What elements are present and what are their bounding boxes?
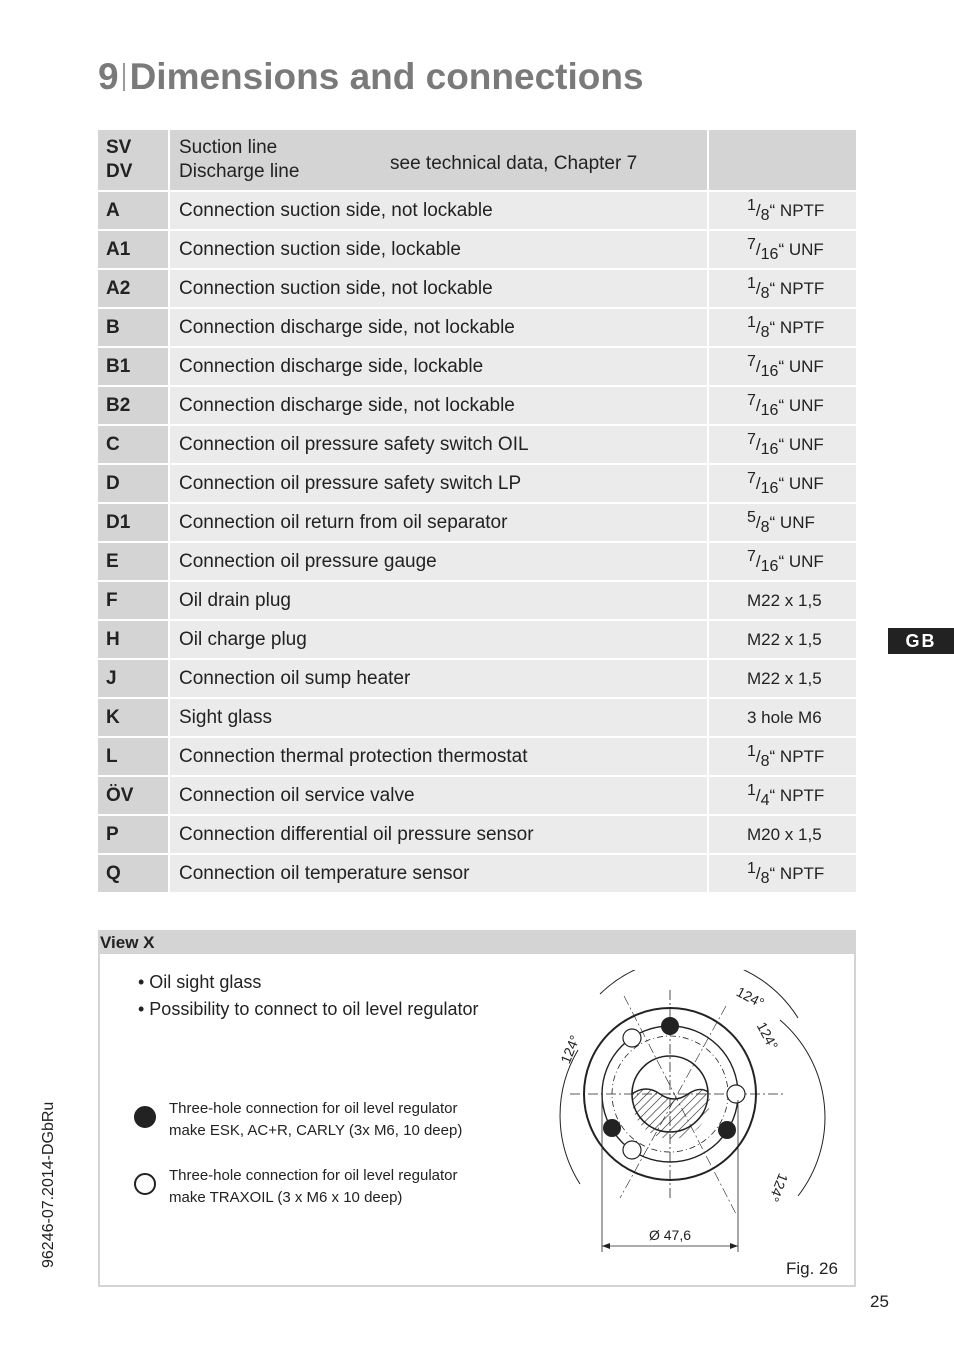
fraction-numerator: 7 (747, 391, 756, 409)
angle-label: 124° (733, 983, 767, 1012)
chapter-title: Dimensions and connections (129, 56, 644, 97)
table-row (98, 776, 856, 815)
table-row (98, 308, 856, 347)
angle-label: 124° (753, 1019, 782, 1053)
fraction-numerator: 7 (747, 430, 756, 448)
fraction-denominator: 16 (760, 245, 779, 263)
fraction-numerator: 7 (747, 469, 756, 487)
connection-description: Connection oil pressure gauge (169, 542, 708, 581)
header-codes (98, 130, 169, 191)
connection-code: L (98, 737, 169, 776)
connection-code: P (98, 815, 169, 854)
thread-unit: “ UNF (778, 356, 824, 376)
connection-code: E (98, 542, 169, 581)
connection-code: F (98, 581, 169, 620)
connection-size: $^1/_4“$ NPTF (708, 776, 856, 815)
connection-size: $^1/_8“$ NPTF (708, 737, 856, 776)
figure-label: Fig. 26 (786, 1259, 838, 1278)
thread-unit: “ UNF (778, 239, 824, 259)
fraction-numerator: 7 (747, 235, 756, 253)
fraction-numerator: 1 (747, 742, 756, 760)
connection-description: Connection discharge side, not lockable (169, 386, 708, 425)
thread-unit: “ UNF (778, 434, 824, 454)
filled-hole (603, 1119, 621, 1137)
connection-size: $^7/_{16}“$ UNF (708, 347, 856, 386)
fraction-denominator: 16 (760, 479, 779, 497)
thread-unit: “ NPTF (769, 278, 825, 298)
connection-code: B2 (98, 386, 169, 425)
connection-description: Connection oil temperature sensor (169, 854, 708, 893)
legend-text (169, 1165, 458, 1209)
thread-unit: “ NPTF (769, 317, 825, 337)
view-x-bullets (138, 969, 478, 1023)
table-row (98, 620, 856, 659)
bullet-item: • Possibility to connect to oil level regulator (138, 999, 479, 1019)
connection-description: Connection discharge side, not lockable (169, 308, 708, 347)
connection-code: B (98, 308, 169, 347)
connection-code: C (98, 425, 169, 464)
fraction-denominator: 8 (760, 752, 770, 770)
thread-unit: “ NPTF (769, 863, 825, 883)
fraction-numerator: 1 (747, 781, 756, 799)
legend-text (169, 1098, 462, 1142)
legend-line: make ESK, AC+R, CARLY (3x M6, 10 deep) (169, 1122, 463, 1139)
fraction-denominator: 16 (760, 557, 779, 575)
table-row (98, 854, 856, 893)
connection-size: $^1/_8“$ NPTF (708, 308, 856, 347)
connection-code: D (98, 464, 169, 503)
connection-size: $^1/_8“$ NPTF (708, 854, 856, 893)
code-dv: DV (106, 161, 133, 182)
thread-unit: “ UNF (769, 512, 815, 532)
header-labels (169, 130, 708, 191)
fraction-denominator: 8 (760, 284, 770, 302)
open-circle-icon (134, 1173, 156, 1195)
fraction-denominator: 16 (760, 362, 779, 380)
legend-line: Three-hole connection for oil level regulator (169, 1167, 458, 1184)
fraction-numerator: 7 (747, 547, 756, 565)
connection-size: $^7/_{16}“$ UNF (708, 464, 856, 503)
connection-description: Connection differential oil pressure sensor (169, 815, 708, 854)
connection-description: Oil drain plug (169, 581, 708, 620)
connection-size: $^5/_8“$ UNF (708, 503, 856, 542)
connection-size: 3 hole M6 (708, 698, 856, 737)
code-sv: SV (106, 137, 132, 158)
connection-description: Oil charge plug (169, 620, 708, 659)
table-row (98, 425, 856, 464)
connection-size: $^7/_{16}“$ UNF (708, 542, 856, 581)
open-hole (727, 1085, 745, 1103)
connection-description: Connection suction side, not lockable (169, 191, 708, 230)
angle-arc (600, 970, 798, 1018)
connection-description: Sight glass (169, 698, 708, 737)
connection-size: $^7/_{16}“$ UNF (708, 425, 856, 464)
connection-size: M22 x 1,5 (708, 620, 856, 659)
table-row (98, 542, 856, 581)
connection-size: M22 x 1,5 (708, 581, 856, 620)
connection-description: Connection suction side, not lockable (169, 269, 708, 308)
page-title (98, 56, 644, 98)
thread-unit: “ NPTF (769, 746, 825, 766)
connection-size: $^7/_{16}“$ UNF (708, 230, 856, 269)
fraction-denominator: 16 (760, 440, 779, 458)
fraction-denominator: 4 (760, 791, 770, 809)
connection-code: H (98, 620, 169, 659)
filled-hole (661, 1017, 679, 1035)
connection-size: M20 x 1,5 (708, 815, 856, 854)
connection-code: ÖV (98, 776, 169, 815)
connection-description: Connection oil sump heater (169, 659, 708, 698)
table-row (98, 737, 856, 776)
label-discharge-line: Discharge line (179, 161, 300, 182)
fraction-numerator: 1 (747, 196, 756, 214)
connection-size: $^1/_8“$ NPTF (708, 191, 856, 230)
fraction-numerator: 1 (747, 313, 756, 331)
table-row (98, 503, 856, 542)
connection-code: K (98, 698, 169, 737)
bullet-item: • Oil sight glass (138, 972, 262, 992)
table-row (98, 386, 856, 425)
fraction-numerator: 1 (747, 274, 756, 292)
legend-line: make TRAXOIL (3 x M6 x 10 deep) (169, 1189, 403, 1206)
chapter-number: 9 (98, 56, 119, 97)
fraction-denominator: 8 (760, 206, 770, 224)
thread-unit: “ UNF (778, 473, 824, 493)
table-row (98, 581, 856, 620)
language-tab-gb: GB (888, 628, 954, 654)
table-row (98, 815, 856, 854)
connection-description: Connection oil return from oil separator (169, 503, 708, 542)
thread-unit: “ UNF (778, 551, 824, 571)
connection-code: A2 (98, 269, 169, 308)
connection-description: Connection oil pressure safety switch OIL (169, 425, 708, 464)
thread-unit: “ NPTF (769, 785, 825, 805)
fraction-denominator: 8 (760, 518, 770, 536)
connection-code: J (98, 659, 169, 698)
sight-glass-flange-drawing (550, 970, 850, 1270)
connection-code: B1 (98, 347, 169, 386)
fraction-numerator: 5 (747, 508, 756, 526)
angle-arc (560, 1050, 580, 1184)
header-note: see technical data, Chapter 7 (390, 153, 638, 174)
label-suction-line: Suction line (179, 137, 278, 158)
connection-code: A1 (98, 230, 169, 269)
open-hole (623, 1029, 641, 1047)
table-row (98, 659, 856, 698)
view-x-panel (98, 930, 856, 1287)
connection-size: $^1/_8“$ NPTF (708, 269, 856, 308)
angle-label: 124° (557, 1032, 583, 1066)
connection-description: Connection thermal protection thermostat (169, 737, 708, 776)
header-value-cell (708, 130, 856, 191)
table-row (98, 464, 856, 503)
filled-hole (718, 1121, 736, 1139)
thread-unit: “ NPTF (769, 200, 825, 220)
connection-code: Q (98, 854, 169, 893)
table-header-row (98, 130, 856, 191)
connection-code: D1 (98, 503, 169, 542)
table-row (98, 698, 856, 737)
table-row (98, 230, 856, 269)
diameter-label: Ø 47,6 (648, 1227, 692, 1243)
fraction-numerator: 7 (747, 352, 756, 370)
connection-size: $^7/_{16}“$ UNF (708, 386, 856, 425)
legend-line: Three-hole connection for oil level regulator (169, 1100, 458, 1117)
fraction-denominator: 8 (760, 323, 770, 341)
view-x-title: View X (100, 932, 854, 954)
connection-code: A (98, 191, 169, 230)
table-row (98, 347, 856, 386)
connection-size: M22 x 1,5 (708, 659, 856, 698)
connections-table (98, 130, 856, 894)
thread-unit: “ UNF (778, 395, 824, 415)
connection-description: Connection suction side, lockable (169, 230, 708, 269)
fraction-denominator: 16 (760, 401, 779, 419)
title-divider (123, 63, 125, 91)
table-row (98, 191, 856, 230)
connection-description: Connection oil service valve (169, 776, 708, 815)
connection-description: Connection discharge side, lockable (169, 347, 708, 386)
open-hole (623, 1141, 641, 1159)
connection-description: Connection oil pressure safety switch LP (169, 464, 708, 503)
angle-label: 124° (765, 1171, 792, 1205)
document-id: 96246-07.2014-DGbRu (40, 1101, 57, 1268)
fraction-numerator: 1 (747, 859, 756, 877)
angle-arc (780, 1020, 825, 1196)
page-number: 25 (870, 1292, 889, 1311)
table-row (98, 269, 856, 308)
fraction-denominator: 8 (760, 869, 770, 887)
filled-circle-icon (134, 1106, 156, 1128)
